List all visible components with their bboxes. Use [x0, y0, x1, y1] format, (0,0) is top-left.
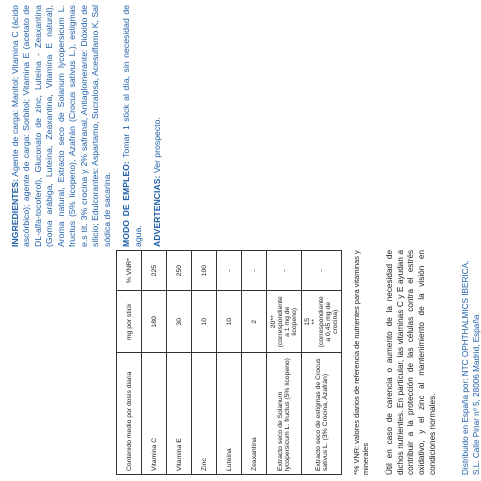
row-vnr: -: [217, 251, 242, 291]
ingredients-column: [10, 5, 164, 247]
row-vnr: 100: [192, 251, 217, 291]
nutrition-table: [116, 250, 342, 475]
row-name: Zinc: [192, 353, 217, 475]
table-row: [142, 251, 167, 475]
row-mg: 180: [142, 291, 167, 353]
row-mg-note: (correspondiente a 1 mg de licopeno): [277, 296, 298, 348]
row-name: Extracto seco de Solanum lycopersicum L. fructus (5% licopeno): [267, 353, 302, 475]
row-vnr: -: [242, 251, 267, 291]
ingredients-heading: INGREDIENTES:: [10, 178, 20, 247]
table-row: [302, 251, 342, 475]
row-mg: 30: [167, 291, 192, 353]
distributor-info: Distribuido en España por: NTC OPHTHALMICS IBERICA, S.L. Calle Pinar nº 5, 28006 Madrid, España: [460, 260, 481, 475]
table-row: [192, 251, 217, 475]
table-row: [217, 251, 242, 475]
row-mg: 10: [217, 291, 242, 353]
table-row: [167, 251, 192, 475]
ingredients-block: [10, 5, 113, 247]
usage-block: [121, 5, 144, 247]
row-mg: 10: [192, 291, 217, 353]
vnr-footnote: *% VNR: valores diarios de referencia de nutrientes para vitaminas y minerales: [352, 250, 370, 475]
row-vnr: -: [267, 251, 302, 291]
usage-heading: MODO DE EMPLEO:: [121, 161, 132, 247]
row-mg: 15: [304, 318, 311, 326]
header-vnr: % VNR*: [117, 251, 142, 291]
header-mg: mg por stick: [117, 291, 142, 353]
row-mg-cell: [267, 291, 302, 353]
nutrition-column: [116, 250, 481, 475]
row-name: Extracto seco de estigmas de Crocus sativus L. (3% Crocina, Azafrán): [302, 353, 342, 475]
row-mg-note: **(correspondiente a 0,45 mg de crocina): [311, 296, 339, 348]
row-mg-cell: [302, 291, 342, 353]
health-claim: Útil en caso de carencia o aumento de la necesidad de dichos nutrientes. En particular, las vitaminas C y E ayudan a contribuir a la protección de las células contra el estrés oxidativo, y el zinc al mantenimiento de la visión en condiciones normales.: [384, 250, 438, 475]
warnings-heading: ADVERTENCIAS:: [152, 175, 163, 247]
warnings-text: Ver prospecto.: [152, 117, 163, 174]
usage-text: Tomar 1 stick al día, sin necesidad de agua.: [121, 4, 143, 247]
row-name: Zeaxantina: [242, 353, 267, 475]
row-vnr: 225: [142, 251, 167, 291]
row-name: Vitamina C: [142, 353, 167, 475]
row-name: Luteína: [217, 353, 242, 475]
table-row: [242, 251, 267, 475]
row-vnr: -: [302, 251, 342, 291]
row-vnr: 250: [167, 251, 192, 291]
row-mg: 2: [242, 291, 267, 353]
header-content: Contenido medio por dosis diaria: [117, 353, 142, 475]
table-row: [267, 251, 302, 475]
row-mg: 20**: [270, 315, 277, 329]
table-header-row: [117, 251, 142, 475]
warnings-block: [152, 5, 163, 247]
ingredients-text: Agente de carga: Manitol; Vitamina C (ácido ascórbico); agente de carga: Sorbitol; Vitamina E (acetato de DL-alfa-tocoferol), Gluconato de zinc, Luteína - Zeaxantina (Goma arábiga, Luteína, Zeaxantina, Vitamina E natural), Aroma natural, Extracto seco de Solanum lycopersicum L. fructus (5% licopeno), Azafrán (Crocus sativus L.), estigmas e.s tit. 3% crocina y 2% safranal, Antiaglomerante: Dióxido de silicio; Edulcorantes: Aspartamo, Sucralosa, Acesulfamo K, Sal sódica de sacarina.: [10, 5, 112, 247]
row-name: Vitamina E: [167, 353, 192, 475]
